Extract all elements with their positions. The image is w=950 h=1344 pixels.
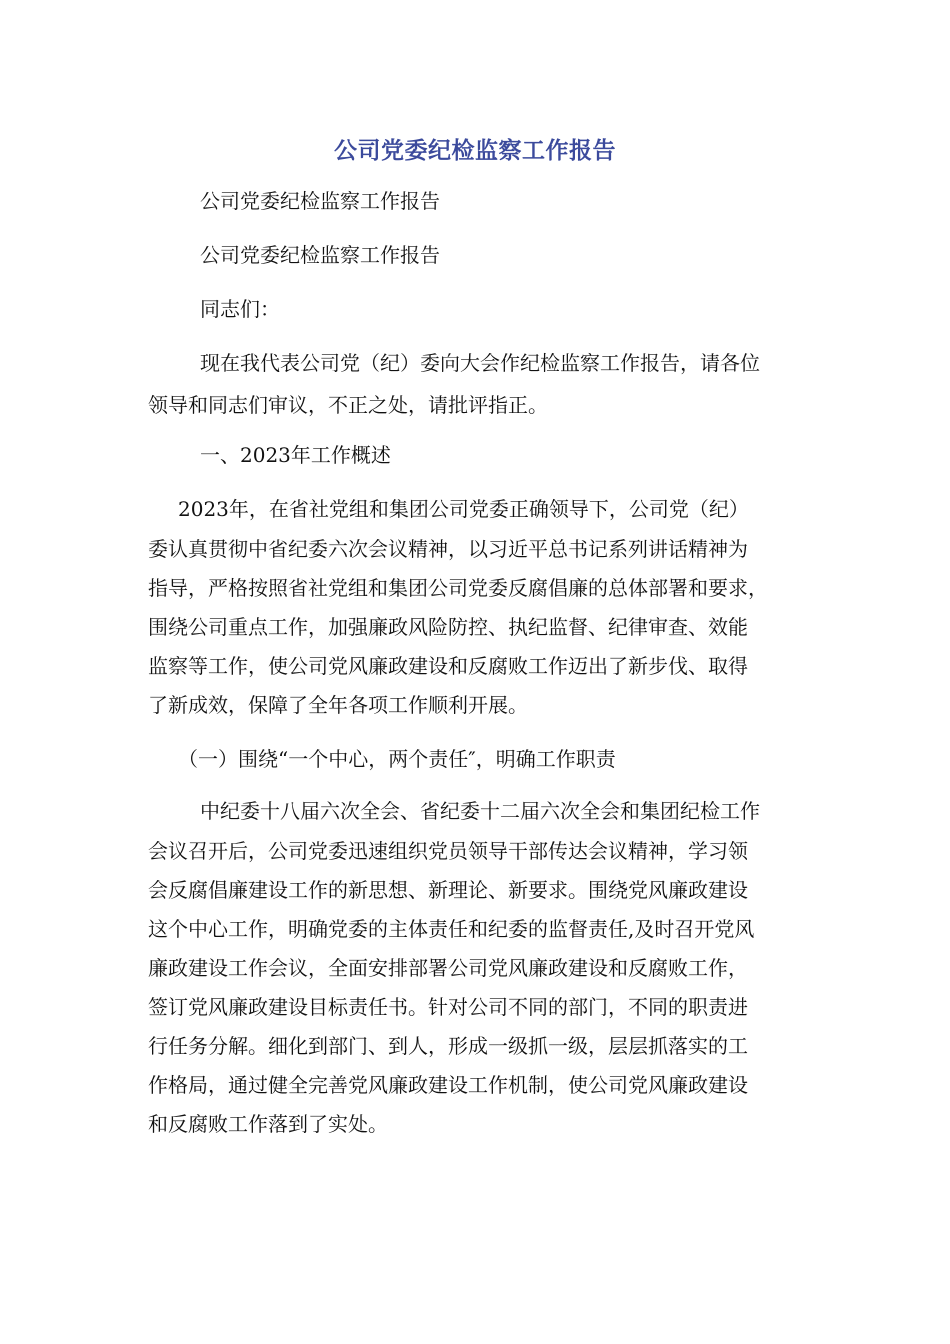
paragraph-line: 会反腐倡廉建设工作的新思想、新理论、新要求。围绕党风廉政建设 [148, 878, 748, 902]
paragraph-line: 委认真贯彻中省纪委六次会议精神，以习近平总书记系列讲话精神为 [148, 537, 748, 561]
paragraph-line: 这个中心工作，明确党委的主体责任和纪委的监督责任,及时召开党风 [148, 917, 755, 941]
subtitle-line-2: 公司党委纪检监察工作报告 [200, 243, 440, 267]
paragraph-line: 中纪委十八届六次全会、省纪委十二届六次全会和集团纪检工作 [200, 799, 760, 823]
paragraph-line: 围绕公司重点工作，加强廉政风险防控、执纪监督、纪律审查、效能 [148, 615, 748, 639]
paragraph-line: 签订党风廉政建设目标责任书。针对公司不同的部门，不同的职责进 [148, 995, 748, 1019]
paragraph-line: 领导和同志们审议，不正之处，请批评指正。 [148, 393, 548, 417]
paragraph-line: 了新成效，保障了全年各项工作顺利开展。 [148, 693, 528, 717]
paragraph-line: 行任务分解。细化到部门、到人，形成一级抓一级，层层抓落实的工 [148, 1034, 748, 1058]
section-heading: 一、2023年工作概述 [200, 443, 391, 467]
subsection-heading: （一）围绕“一个中心，两个责任″，明确工作职责 [178, 747, 616, 771]
paragraph-line: 和反腐败工作落到了实处。 [148, 1112, 388, 1136]
document-title: 公司党委纪检监察工作报告 [334, 138, 616, 164]
paragraph-line: 会议召开后，公司党委迅速组织党员领导干部传达会议精神，学习领 [148, 839, 748, 863]
salutation: 同志们： [200, 297, 280, 321]
paragraph-line: 廉政建设工作会议，全面安排部署公司党风廉政建设和反腐败工作， [148, 956, 748, 980]
paragraph-line: 现在我代表公司党（纪）委向大会作纪检监察工作报告，请各位 [200, 351, 760, 375]
paragraph-line: 指导，严格按照省社党组和集团公司党委反腐倡廉的总体部署和要求， [148, 576, 768, 600]
subtitle-line-1: 公司党委纪检监察工作报告 [200, 189, 440, 213]
paragraph-line: 2023年，在省社党组和集团公司党委正确领导下，公司党（纪） [178, 497, 749, 521]
paragraph-line: 监察等工作，使公司党风廉政建设和反腐败工作迈出了新步伐、取得 [148, 654, 748, 678]
paragraph-line: 作格局，通过健全完善党风廉政建设工作机制，使公司党风廉政建设 [148, 1073, 748, 1097]
